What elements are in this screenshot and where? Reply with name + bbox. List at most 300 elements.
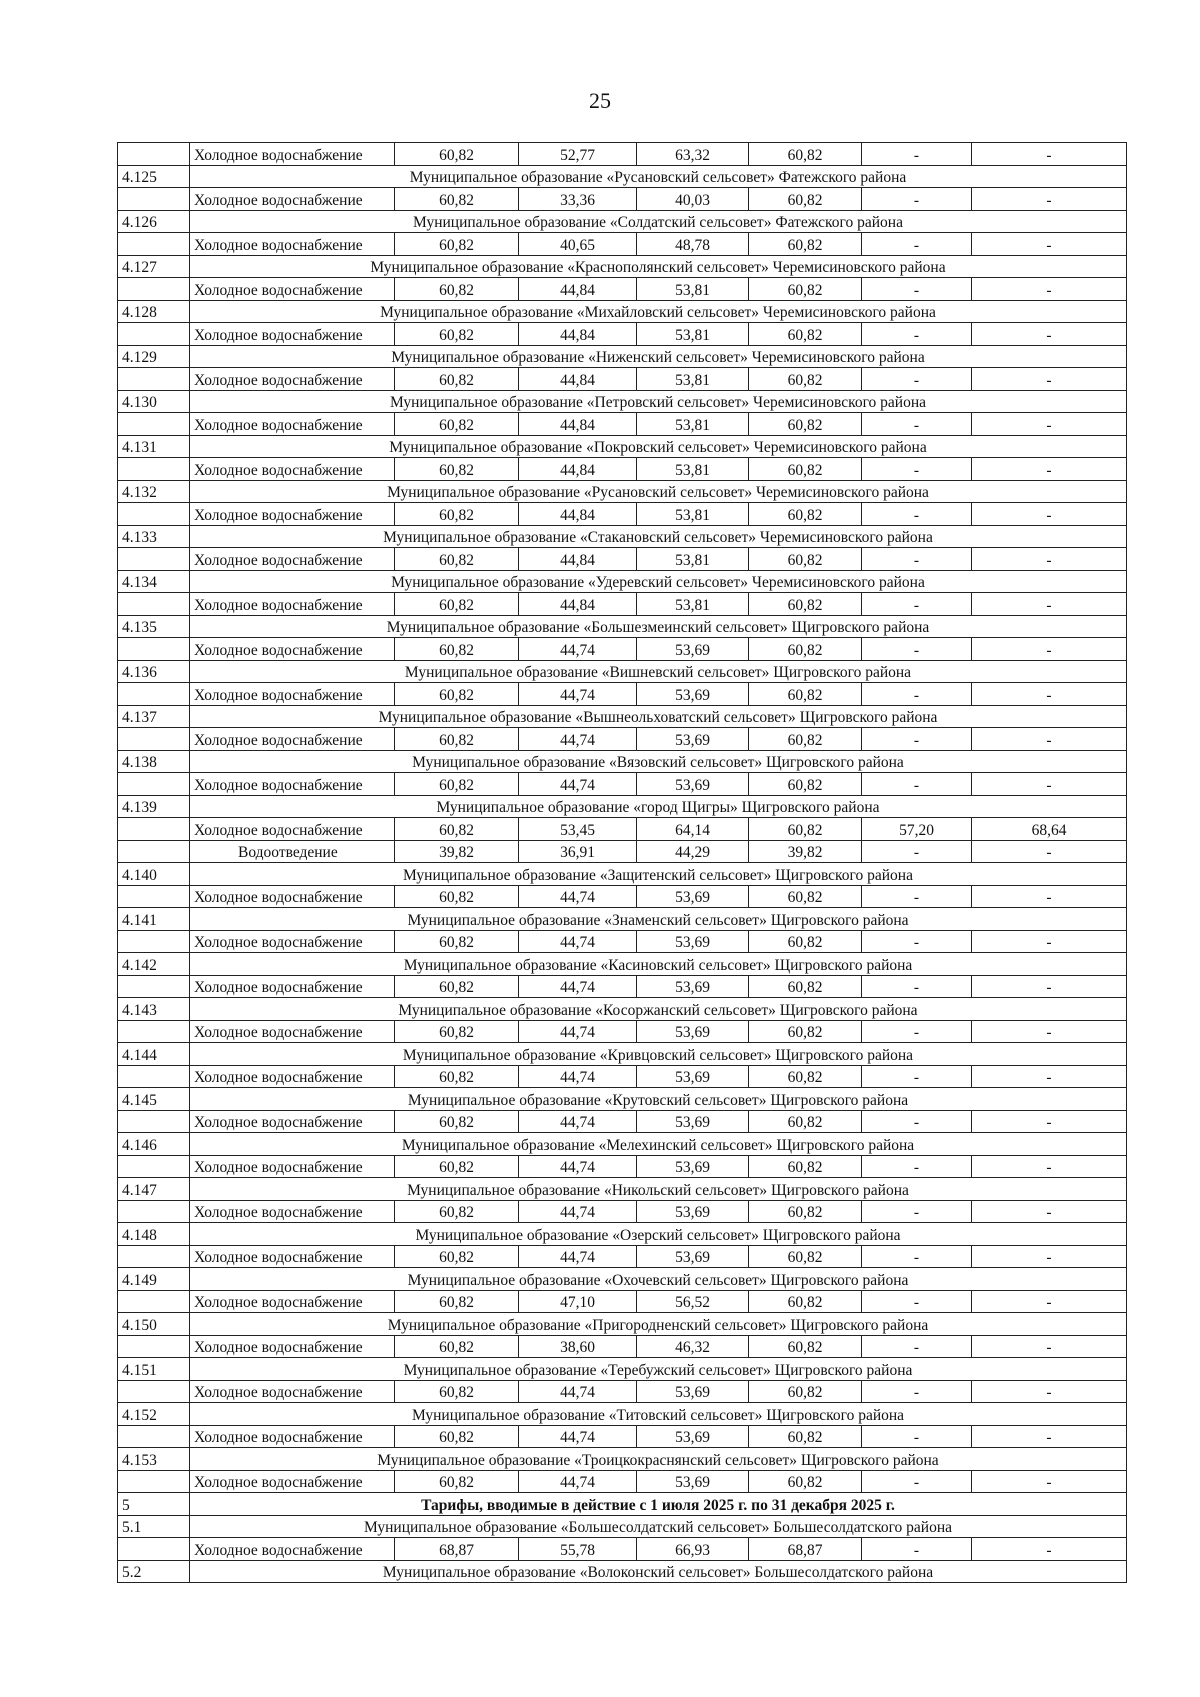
tariff-value: -	[862, 593, 972, 616]
municipality-title: Муниципальное образование «Михайловский сельсовет» Черемисиновского района	[190, 300, 1127, 323]
service-name: Холодное водоснабжение	[190, 593, 395, 616]
municipality-title: Муниципальное образование «Краснополянский сельсовет» Черемисиновского района	[190, 255, 1127, 278]
tariff-value: 53,69	[637, 638, 749, 661]
service-row	[118, 1425, 1127, 1448]
row-number: 4.134	[118, 570, 190, 593]
service-name: Холодное водоснабжение	[190, 885, 395, 908]
municipality-title: Муниципальное образование «Вязовский сельсовет» Щигровского района	[190, 750, 1127, 773]
service-name: Холодное водоснабжение	[190, 638, 395, 661]
municipality-title: Муниципальное образование «Защитенский сельсовет» Щигровского района	[190, 863, 1127, 886]
tariff-value: 53,81	[637, 413, 749, 436]
row-number: 4.132	[118, 480, 190, 503]
tariff-value: 60,82	[395, 728, 519, 751]
municipality-title: Муниципальное образование «Троицкокраснянский сельсовет» Щигровского района	[190, 1448, 1127, 1471]
tariff-value: -	[972, 548, 1127, 571]
row-number: 4.148	[118, 1223, 190, 1246]
tariff-value: 60,82	[395, 143, 519, 166]
service-name: Холодное водоснабжение	[190, 1110, 395, 1133]
row-number	[118, 840, 190, 863]
service-row	[118, 1245, 1127, 1268]
row-number	[118, 728, 190, 751]
tariff-value: 53,81	[637, 323, 749, 346]
row-number: 4.143	[118, 998, 190, 1021]
municipality-row	[118, 390, 1127, 413]
tariff-value: 60,82	[395, 683, 519, 706]
tariff-value: -	[862, 885, 972, 908]
row-number: 4.152	[118, 1403, 190, 1426]
municipality-title: Муниципальное образование «Пригородненский сельсовет» Щигровского района	[190, 1313, 1127, 1336]
tariff-value: 56,52	[637, 1290, 749, 1313]
tariff-value: 60,82	[749, 1110, 862, 1133]
row-number: 4.144	[118, 1043, 190, 1066]
tariff-value: -	[862, 1155, 972, 1178]
tariff-value: 52,77	[519, 143, 637, 166]
municipality-title: Муниципальное образование «Мелехинский сельсовет» Щигровского района	[190, 1133, 1127, 1156]
row-number: 5	[118, 1493, 190, 1516]
row-number	[118, 930, 190, 953]
service-name: Холодное водоснабжение	[190, 1538, 395, 1561]
tariff-value: 44,84	[519, 368, 637, 391]
row-number	[118, 368, 190, 391]
tariff-value: 60,82	[749, 458, 862, 481]
tariff-value: 44,84	[519, 413, 637, 436]
tariff-value: 60,82	[749, 638, 862, 661]
tariff-value: 53,69	[637, 1155, 749, 1178]
tariff-value: -	[862, 233, 972, 256]
tariff-value: 44,74	[519, 975, 637, 998]
row-number	[118, 143, 190, 166]
tariff-value: 44,84	[519, 548, 637, 571]
service-name: Холодное водоснабжение	[190, 773, 395, 796]
tariff-value: 60,82	[749, 278, 862, 301]
service-name: Холодное водоснабжение	[190, 323, 395, 346]
tariff-value: 64,14	[637, 818, 749, 841]
tariff-value: 60,82	[749, 413, 862, 436]
tariff-value: -	[972, 728, 1127, 751]
tariff-value: 60,82	[395, 548, 519, 571]
tariff-value: -	[972, 638, 1127, 661]
municipality-row	[118, 165, 1127, 188]
tariff-value: 60,82	[749, 1335, 862, 1358]
tariff-value: 53,69	[637, 975, 749, 998]
service-name: Холодное водоснабжение	[190, 1020, 395, 1043]
row-number	[118, 233, 190, 256]
row-number: 4.131	[118, 435, 190, 458]
tariff-value: 60,82	[749, 323, 862, 346]
tariff-value: 60,82	[395, 1380, 519, 1403]
row-number	[118, 1290, 190, 1313]
row-number	[118, 188, 190, 211]
municipality-title: Муниципальное образование «Солдатский сельсовет» Фатежского района	[190, 210, 1127, 233]
row-number: 4.135	[118, 615, 190, 638]
row-number: 4.137	[118, 705, 190, 728]
tariff-value: 60,82	[395, 323, 519, 346]
tariff-value: 44,74	[519, 1065, 637, 1088]
tariff-value: 60,82	[749, 188, 862, 211]
tariff-value: 53,69	[637, 1425, 749, 1448]
municipality-title: Муниципальное образование «Большесолдатский сельсовет» Большесолдатского района	[190, 1515, 1127, 1538]
service-name: Холодное водоснабжение	[190, 143, 395, 166]
tariff-value: 53,69	[637, 885, 749, 908]
tariff-value: 48,78	[637, 233, 749, 256]
row-number: 4.127	[118, 255, 190, 278]
tariff-value: -	[862, 1538, 972, 1561]
tariff-value: -	[862, 840, 972, 863]
row-number: 5.1	[118, 1515, 190, 1538]
municipality-title: Муниципальное образование «Касиновский сельсовет» Щигровского района	[190, 953, 1127, 976]
tariff-value: -	[972, 278, 1127, 301]
tariff-value: 60,82	[749, 503, 862, 526]
tariff-value: 60,82	[395, 188, 519, 211]
tariff-value: 60,82	[749, 1155, 862, 1178]
tariff-value: -	[972, 975, 1127, 998]
tariff-value: 63,32	[637, 143, 749, 166]
municipality-row	[118, 705, 1127, 728]
row-number: 4.151	[118, 1358, 190, 1381]
row-number: 4.125	[118, 165, 190, 188]
municipality-title: Муниципальное образование «Покровский сельсовет» Черемисиновского района	[190, 435, 1127, 458]
tariff-value: 60,82	[395, 368, 519, 391]
tariff-value: -	[972, 1538, 1127, 1561]
tariff-value: 44,74	[519, 1425, 637, 1448]
service-name: Холодное водоснабжение	[190, 278, 395, 301]
tariff-value: 60,82	[395, 1200, 519, 1223]
tariff-value: 60,82	[395, 1065, 519, 1088]
service-row	[118, 1020, 1127, 1043]
tariff-value: 44,84	[519, 593, 637, 616]
tariff-value: 53,69	[637, 683, 749, 706]
municipality-row	[118, 1043, 1127, 1066]
tariff-value: -	[862, 773, 972, 796]
service-name: Холодное водоснабжение	[190, 1380, 395, 1403]
tariff-value: 44,74	[519, 1020, 637, 1043]
row-number	[118, 638, 190, 661]
service-row	[118, 503, 1127, 526]
row-number: 4.129	[118, 345, 190, 368]
tariff-value: -	[972, 1065, 1127, 1088]
service-row	[118, 1155, 1127, 1178]
row-number	[118, 885, 190, 908]
tariff-value: -	[972, 1425, 1127, 1448]
municipality-row	[118, 1448, 1127, 1471]
tariff-value: 60,82	[749, 818, 862, 841]
municipality-title: Муниципальное образование «Вишневский сельсовет» Щигровского района	[190, 660, 1127, 683]
tariff-value: 60,82	[395, 503, 519, 526]
tariff-value: -	[972, 368, 1127, 391]
tariff-value: -	[862, 930, 972, 953]
tariff-value: -	[862, 1470, 972, 1493]
service-row	[118, 323, 1127, 346]
tariff-value: 60,82	[395, 1245, 519, 1268]
service-row	[118, 1065, 1127, 1088]
tariff-value: 60,82	[749, 143, 862, 166]
tariff-value: 38,60	[519, 1335, 637, 1358]
tariff-value: 53,69	[637, 1200, 749, 1223]
row-number	[118, 323, 190, 346]
municipality-row	[118, 795, 1127, 818]
service-name: Холодное водоснабжение	[190, 1335, 395, 1358]
tariff-value: -	[972, 683, 1127, 706]
tariff-value: 44,84	[519, 278, 637, 301]
service-row	[118, 1110, 1127, 1133]
service-row	[118, 818, 1127, 841]
service-row	[118, 593, 1127, 616]
tariff-value: 44,74	[519, 1110, 637, 1133]
tariff-value: 55,78	[519, 1538, 637, 1561]
service-name: Холодное водоснабжение	[190, 458, 395, 481]
tariff-value: 44,74	[519, 1245, 637, 1268]
tariff-value: -	[972, 773, 1127, 796]
municipality-title: Муниципальное образование «Знаменский сельсовет» Щигровского района	[190, 908, 1127, 931]
tariff-value: -	[862, 728, 972, 751]
municipality-row	[118, 300, 1127, 323]
row-number: 4.133	[118, 525, 190, 548]
municipality-row	[118, 1268, 1127, 1291]
tariff-value: -	[972, 930, 1127, 953]
tariff-table-body	[118, 143, 1127, 1583]
tariff-value: -	[862, 458, 972, 481]
tariff-value: 60,82	[749, 930, 862, 953]
tariff-value: 60,82	[749, 593, 862, 616]
tariff-value: 53,69	[637, 1065, 749, 1088]
tariff-value: -	[972, 1155, 1127, 1178]
row-number: 4.150	[118, 1313, 190, 1336]
tariff-value: 60,82	[395, 975, 519, 998]
tariff-value: 57,20	[862, 818, 972, 841]
tariff-value: -	[862, 975, 972, 998]
tariff-value: -	[972, 503, 1127, 526]
tariff-value: 60,82	[395, 638, 519, 661]
row-number: 4.138	[118, 750, 190, 773]
tariff-value: 60,82	[749, 1290, 862, 1313]
tariff-value: 44,74	[519, 773, 637, 796]
row-number	[118, 1245, 190, 1268]
row-number: 4.145	[118, 1088, 190, 1111]
tariff-value: 60,82	[749, 1380, 862, 1403]
municipality-row	[118, 1133, 1127, 1156]
municipality-row	[118, 1088, 1127, 1111]
tariff-value: 60,82	[395, 1290, 519, 1313]
tariff-value: 53,81	[637, 548, 749, 571]
municipality-title: Муниципальное образование «Никольский сельсовет» Щигровского района	[190, 1178, 1127, 1201]
municipality-row	[118, 1178, 1127, 1201]
tariff-value: -	[862, 638, 972, 661]
tariff-value: 60,82	[395, 1155, 519, 1178]
tariff-value: 66,93	[637, 1538, 749, 1561]
tariff-value: -	[862, 368, 972, 391]
row-number	[118, 548, 190, 571]
municipality-row	[118, 1358, 1127, 1381]
tariff-value: -	[862, 1380, 972, 1403]
row-number: 4.142	[118, 953, 190, 976]
row-number	[118, 1335, 190, 1358]
row-number	[118, 683, 190, 706]
row-number	[118, 1425, 190, 1448]
municipality-title: Муниципальное образование «Волоконский сельсовет» Большесолдатского района	[190, 1560, 1127, 1583]
tariff-value: 40,65	[519, 233, 637, 256]
row-number: 4.146	[118, 1133, 190, 1156]
tariff-value: 68,87	[749, 1538, 862, 1561]
tariff-value: 44,84	[519, 503, 637, 526]
tariff-value: 60,82	[749, 1020, 862, 1043]
tariff-value: -	[972, 1470, 1127, 1493]
municipality-title: Муниципальное образование «Косоржанский сельсовет» Щигровского района	[190, 998, 1127, 1021]
tariff-value: 36,91	[519, 840, 637, 863]
municipality-row	[118, 998, 1127, 1021]
service-name: Холодное водоснабжение	[190, 728, 395, 751]
tariff-value: -	[862, 683, 972, 706]
tariff-value: 53,81	[637, 503, 749, 526]
row-number	[118, 1538, 190, 1561]
tariff-value: -	[862, 1290, 972, 1313]
tariff-value: 68,87	[395, 1538, 519, 1561]
service-row	[118, 1380, 1127, 1403]
tariff-value: -	[862, 1245, 972, 1268]
municipality-row	[118, 480, 1127, 503]
tariff-value: 53,69	[637, 1110, 749, 1133]
row-number: 4.147	[118, 1178, 190, 1201]
tariff-value: -	[862, 143, 972, 166]
tariff-value: 60,82	[749, 683, 862, 706]
tariff-value: -	[972, 143, 1127, 166]
tariff-value: -	[972, 593, 1127, 616]
tariff-value: -	[972, 1110, 1127, 1133]
row-number	[118, 1065, 190, 1088]
municipality-title: Муниципальное образование «Русановский сельсовет» Черемисиновского района	[190, 480, 1127, 503]
tariff-value: 60,82	[749, 1245, 862, 1268]
tariff-value: 60,82	[749, 368, 862, 391]
municipality-row	[118, 345, 1127, 368]
tariff-value: -	[862, 1200, 972, 1223]
tariff-value: 44,29	[637, 840, 749, 863]
tariff-value: 44,84	[519, 323, 637, 346]
service-row	[118, 143, 1127, 166]
row-number	[118, 1380, 190, 1403]
municipality-title: Муниципальное образование «Удеревский сельсовет» Черемисиновского района	[190, 570, 1127, 593]
row-number: 4.126	[118, 210, 190, 233]
row-number: 4.140	[118, 863, 190, 886]
tariff-value: 60,82	[395, 593, 519, 616]
tariff-value: 44,74	[519, 638, 637, 661]
municipality-title: Муниципальное образование «Теребужский сельсовет» Щигровского района	[190, 1358, 1127, 1381]
page-number: 25	[589, 88, 611, 113]
row-number	[118, 458, 190, 481]
municipality-title: Муниципальное образование «город Щигры» Щигровского района	[190, 795, 1127, 818]
tariff-value: 60,82	[395, 1335, 519, 1358]
tariff-value: -	[972, 233, 1127, 256]
municipality-title: Муниципальное образование «Большезмеинский сельсовет» Щигровского района	[190, 615, 1127, 638]
row-number: 4.128	[118, 300, 190, 323]
municipality-title: Муниципальное образование «Охочевский сельсовет» Щигровского района	[190, 1268, 1127, 1291]
tariff-value: -	[862, 188, 972, 211]
service-name: Холодное водоснабжение	[190, 1245, 395, 1268]
service-name: Холодное водоснабжение	[190, 1155, 395, 1178]
tariff-value: 60,82	[395, 773, 519, 796]
tariff-value: 60,82	[749, 548, 862, 571]
tariff-value: 60,82	[749, 1200, 862, 1223]
service-name: Холодное водоснабжение	[190, 413, 395, 436]
service-row	[118, 1335, 1127, 1358]
municipality-row	[118, 1403, 1127, 1426]
tariff-value: 44,74	[519, 1380, 637, 1403]
municipality-row	[118, 525, 1127, 548]
tariff-value: 53,81	[637, 368, 749, 391]
tariff-value: 53,69	[637, 1020, 749, 1043]
row-number: 4.139	[118, 795, 190, 818]
tariff-value: -	[972, 1245, 1127, 1268]
tariff-value: 60,82	[395, 930, 519, 953]
tariff-value: 60,82	[395, 885, 519, 908]
municipality-row	[118, 660, 1127, 683]
service-name: Водоотведение	[190, 840, 395, 863]
row-number: 4.130	[118, 390, 190, 413]
row-number: 5.2	[118, 1560, 190, 1583]
row-number: 4.149	[118, 1268, 190, 1291]
tariff-value: 53,69	[637, 728, 749, 751]
tariff-value: 53,81	[637, 593, 749, 616]
service-row	[118, 548, 1127, 571]
tariff-value: 60,82	[749, 975, 862, 998]
service-row	[118, 638, 1127, 661]
tariff-value: 40,03	[637, 188, 749, 211]
tariff-value: 53,81	[637, 278, 749, 301]
service-name: Холодное водоснабжение	[190, 1065, 395, 1088]
service-row	[118, 1290, 1127, 1313]
row-number	[118, 593, 190, 616]
tariff-value: 60,82	[749, 1425, 862, 1448]
tariff-value: -	[972, 885, 1127, 908]
row-number	[118, 818, 190, 841]
row-number	[118, 1200, 190, 1223]
tariff-value: -	[862, 503, 972, 526]
tariff-value: 60,82	[749, 885, 862, 908]
row-number	[118, 278, 190, 301]
municipality-row	[118, 210, 1127, 233]
row-number	[118, 1470, 190, 1493]
tariff-value: 44,74	[519, 728, 637, 751]
service-row	[118, 413, 1127, 436]
municipality-row	[118, 1560, 1127, 1583]
municipality-title: Муниципальное образование «Титовский сельсовет» Щигровского района	[190, 1403, 1127, 1426]
tariff-value: 53,69	[637, 1245, 749, 1268]
municipality-row	[118, 435, 1127, 458]
tariff-value: 60,82	[395, 233, 519, 256]
municipality-row	[118, 615, 1127, 638]
tariff-value: 53,69	[637, 930, 749, 953]
tariff-value: 33,36	[519, 188, 637, 211]
tariff-value: 47,10	[519, 1290, 637, 1313]
tariff-table	[117, 142, 1127, 1583]
tariff-value: -	[972, 458, 1127, 481]
tariff-value: 60,82	[395, 458, 519, 481]
row-number	[118, 1020, 190, 1043]
service-row	[118, 683, 1127, 706]
tariff-value: -	[972, 323, 1127, 346]
tariff-value: 44,74	[519, 885, 637, 908]
municipality-row	[118, 953, 1127, 976]
municipality-title: Муниципальное образование «Вышнеольховатский сельсовет» Щигровского района	[190, 705, 1127, 728]
service-row	[118, 1470, 1127, 1493]
row-number	[118, 1110, 190, 1133]
tariff-value: -	[862, 1110, 972, 1133]
tariff-value: 60,82	[749, 1470, 862, 1493]
tariff-value: 60,82	[749, 728, 862, 751]
tariff-value: 53,69	[637, 773, 749, 796]
tariff-value: 46,32	[637, 1335, 749, 1358]
service-row	[118, 728, 1127, 751]
tariff-value: -	[972, 1020, 1127, 1043]
service-name: Холодное водоснабжение	[190, 1425, 395, 1448]
